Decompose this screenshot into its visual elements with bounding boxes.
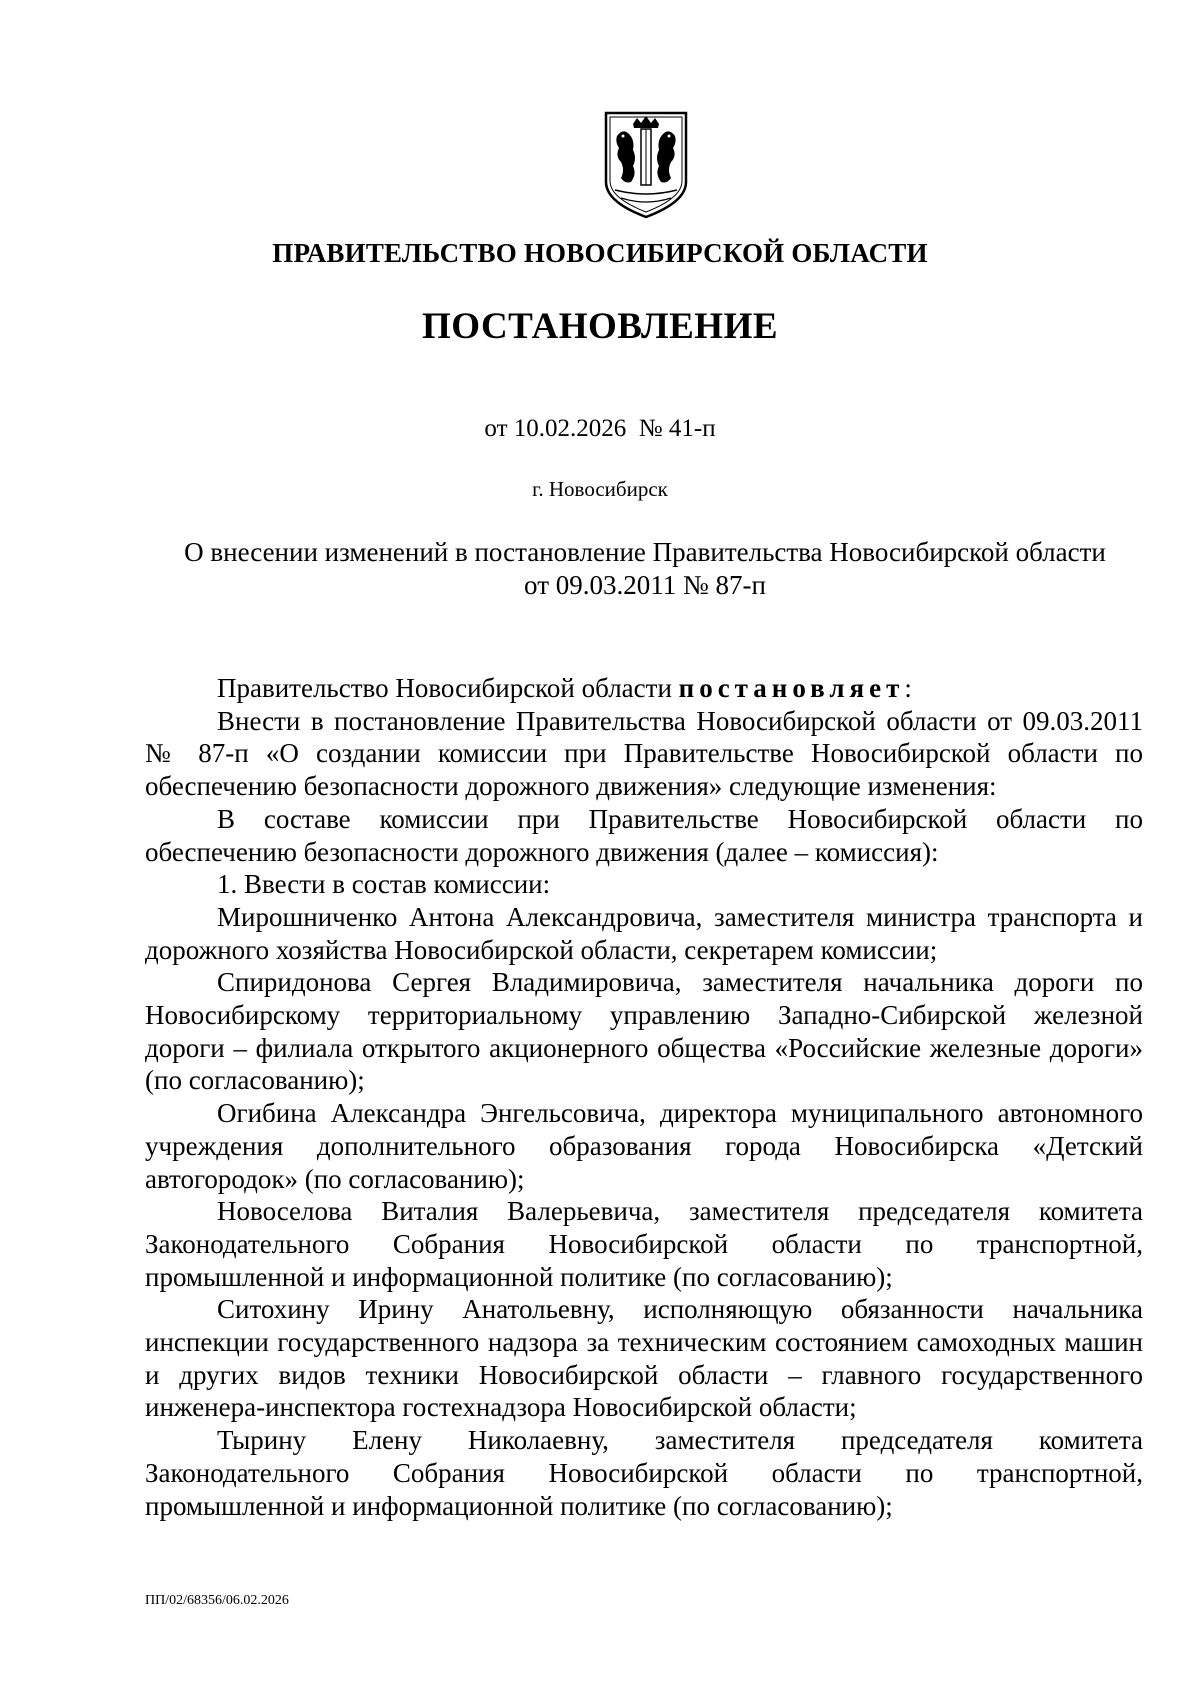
intro-resolves: постановляет bbox=[678, 673, 905, 703]
body-paragraph-6: Огибина Александра Энгельсовича, директора муниципального автономного учреждения дополнительного образования города Новосибирска «Детский автогородок» (по согласованию); bbox=[145, 1098, 1143, 1194]
body-paragraph-7: Новоселова Виталия Валерьевича, заместителя председателя комитета Законодательного Собрания Новосибирской области по транспортной, промышленной и информационной политике (по согласованию); bbox=[145, 1196, 1143, 1292]
body-paragraph-1: Внести в постановление Правительства Новосибирской области от 09.03.2011 № 87-п «О создании комиссии при Правительстве Новосибирской области по обеспечению безопасности дорожного движения» следующие изменения: bbox=[145, 705, 1143, 802]
body-paragraph-2: В составе комиссии при Правительстве Новосибирской области по обеспечению безопасности дорожного движения (далее – комиссия): bbox=[145, 803, 1143, 867]
document-type-title: ПОСТАНОВЛЕНИЕ bbox=[421, 306, 779, 347]
document-subject bbox=[150, 536, 1140, 602]
intro-suffix: : bbox=[904, 673, 912, 703]
document-body bbox=[145, 672, 1143, 1522]
body-paragraph-9: Тырину Елену Николаевну, заместителя председателя комитета Законодательного Собрания Новосибирской области по транспортной, промышленной и информационной политике (по согласованию); bbox=[145, 1425, 1143, 1521]
body-paragraph-5: Спиридонова Сергея Владимировича, заместителя начальника дороги по Новосибирскому территориальному управлению Западно-Сибирской железной дороги – филиала открытого акционерного общества «Российские железные дороги» (по согласованию); bbox=[145, 967, 1143, 1096]
coat-of-arms-icon bbox=[603, 110, 689, 220]
body-paragraph-4: Мирошниченко Антона Александровича, заместителя министра транспорта и дорожного хозяйства Новосибирской области, секретарем комиссии; bbox=[145, 901, 1143, 965]
body-intro bbox=[145, 672, 1143, 705]
organization-title: ПРАВИТЕЛЬСТВО НОВОСИБИРСКОЙ ОБЛАСТИ bbox=[272, 238, 928, 268]
body-paragraph-3: 1. Ввести в состав комиссии: bbox=[217, 869, 551, 900]
subject-line-2: от 09.03.2011 № 87-п bbox=[524, 570, 766, 600]
intro-prefix: Правительство Новосибирской области bbox=[217, 673, 679, 703]
footer-document-code: ПП/02/68356/06.02.2026 bbox=[145, 1593, 289, 1608]
document-city: г. Новосибирск bbox=[532, 477, 668, 501]
body-paragraph-8: Ситохину Ирину Анатольевну, исполняющую обязанности начальника инспекции государственного надзора за техническим состоянием самоходных машин и других видов техники Новосибирской области – главного государственного инженера-инспектора гостехнадзора Новосибирской области; bbox=[145, 1294, 1143, 1423]
document-date-number: от 10.02.2026 № 41-п bbox=[484, 415, 716, 442]
subject-line-1: О внесении изменений в постановление Правительства Новосибирской области bbox=[184, 537, 1106, 567]
